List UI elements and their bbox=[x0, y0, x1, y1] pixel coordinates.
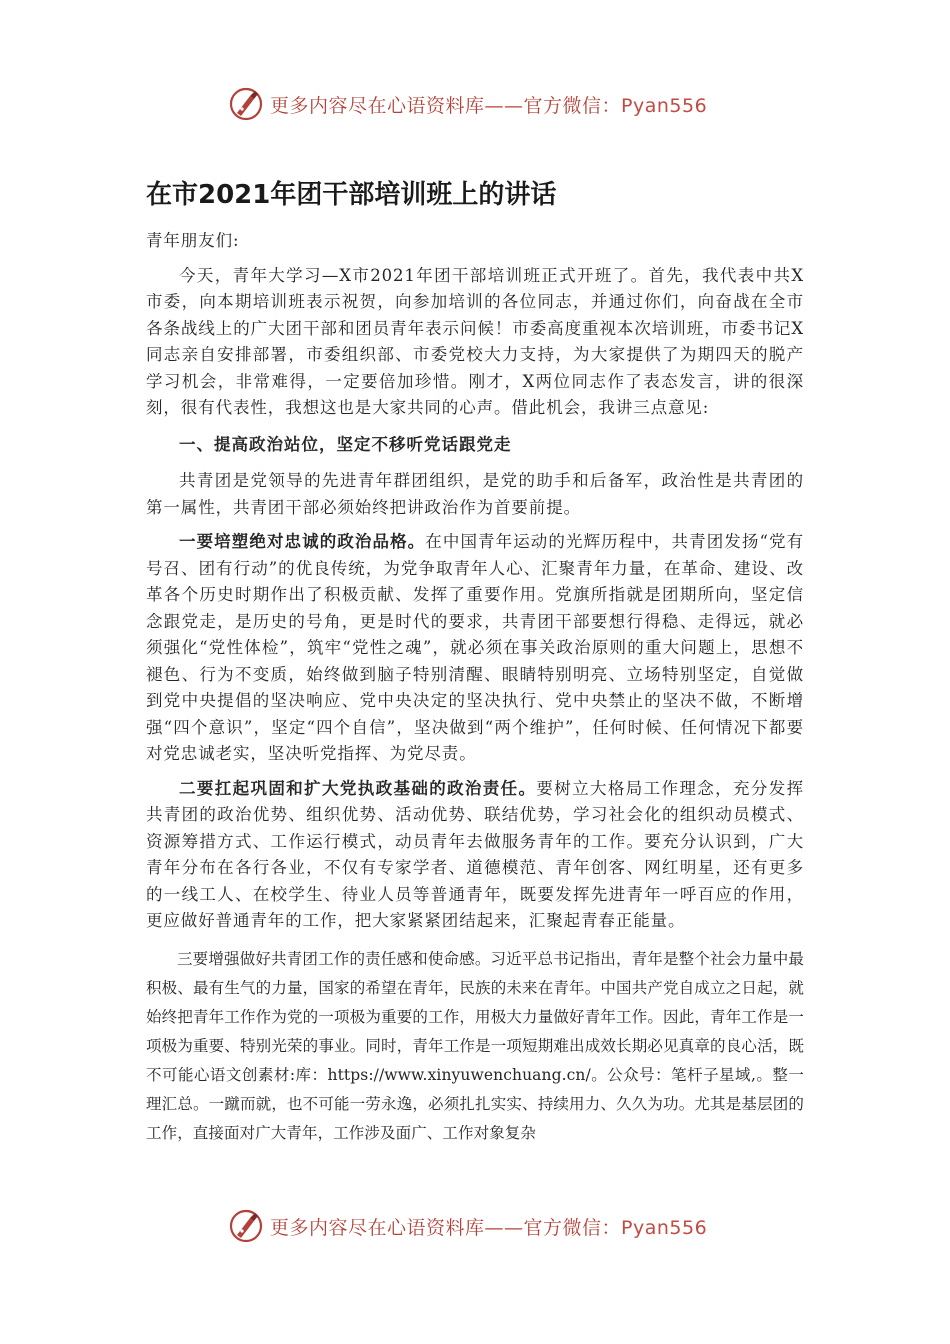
banner-main-text: 更多内容尽在心语资料库 bbox=[270, 94, 485, 117]
fountain-pen-icon bbox=[228, 86, 264, 122]
point-2-lead: 二要扛起巩固和扩大党执政基础的政治责任。 bbox=[179, 778, 537, 798]
point-3-paragraph: 三要增强做好共青团工作的责任感和使命感。习近平总书记指出，青年是整个社会力量中最积极、最有生气的力量，国家的希望在青年，民族的未来在青年。中国共产党自成立之日起，就始终把青年工作作为党的一项极为重要的工作，用极大力量做好青年工作。因此，青年工作是一项极为重要、特别光荣的事业。同时，青年工作是一项短期难出成效长期必见真章的良心活，既不可能心语文创素材:库：https://www.xinyuwenchuang.cn/。公众号：笔杆子星域,。整一理汇总。一蹴而就，也不可能一劳永逸，必须扎扎实实、持续用力、久久为功。尤其是基层团的工作，直接面对广大青年，工作涉及面广、工作对象复杂 bbox=[146, 949, 804, 1142]
banner-main-text: 更多内容尽在心语资料库 bbox=[270, 1216, 485, 1239]
point-1-lead: 一要培塑绝对忠诚的政治品格。 bbox=[179, 532, 426, 551]
intro-paragraph: 今天，青年大学习—X市2021年团干部培训班正式开班了。首先，我代表中共X市委，向本期培训班表示祝贺，向参加培训的各位同志，并通过你们，向奋战在全市各条战线上的广大团干部和团员青年表示问候！市委高度重视本次培训班，市委书记X同志亲自安排部署，市委组织部、市委党校大力支持，为大家提供了为期四天的脱产学习机会，非常难得，一定要倍加珍惜。刚才，X两位同志作了表态发言，讲的很深刻，很有代表性，我想这也是大家共同的心声。借此机会，我讲三点意见: bbox=[146, 265, 804, 417]
point-2-paragraph bbox=[146, 776, 804, 935]
banner-text bbox=[270, 91, 707, 118]
point-1-paragraph bbox=[146, 529, 804, 768]
salutation: 青年朋友们: bbox=[146, 231, 240, 250]
point-2-body: 要树立大格局工作理念，充分发挥共青团的政治优势、组织优势、活动优势、联结优势，学习社会化的组织动员模式、资源筹措方式、工作运行模式，动员青年去做服务青年的工作。要充分认识到，广大青年分布在各行各业，不仅有专家学者、道德模范、青年创客、网红明星，还有更多的一线工人、在校学生、待业人员等普通青年，既要发挥先进青年一呼百应的作用，更应做好普通青年的工作，把大家紧紧团结起来，汇聚起青春正能量。 bbox=[146, 778, 805, 930]
header-banner bbox=[228, 84, 748, 124]
banner-dash: —— bbox=[484, 94, 524, 117]
footer-banner bbox=[228, 1206, 748, 1246]
document-body bbox=[146, 228, 804, 1148]
banner-wechat-label: 官方微信： bbox=[523, 1216, 622, 1239]
section-heading-1: 一、提高政治站位，坚定不移听党话跟党走 bbox=[179, 434, 512, 454]
banner-wechat-id: Pyan556 bbox=[621, 1216, 708, 1239]
paragraph-1: 共青团是党领导的先进青年群团组织，是党的助手和后备军，政治性是共青团的第一属性，共青团干部必须始终把讲政治作为首要前提。 bbox=[146, 471, 804, 517]
banner-wechat-label: 官方微信： bbox=[523, 94, 622, 117]
banner-dash: —— bbox=[484, 1216, 524, 1239]
fountain-pen-icon bbox=[228, 1208, 264, 1244]
banner-text bbox=[270, 1213, 707, 1240]
banner-wechat-id: Pyan556 bbox=[621, 94, 708, 117]
document-title: 在市2021年团干部培训班上的讲话 bbox=[146, 180, 557, 210]
point-1-body: 在中国青年运动的光辉历程中，共青团发扬“党有号召、团有行动”的优良传统，为党争取青年人心、汇聚青年力量，在革命、建设、改革各个历史时期作出了积极贡献、发挥了重要作用。党旗所指就是团期所向，坚定信念跟党走，是历史的号角，更是时代的要求，共青团干部要想行得稳、走得远，就必须强化“党性体检”，筑牢“党性之魂”，就必须在事关政治原则的重大问题上，思想不褪色、行为不变质，始终做到脑子特别清醒、眼睛特别明亮、立场特别坚定，自觉做到党中央提倡的坚决响应、党中央决定的坚决执行、党中央禁止的坚决不做，不断增强“四个意识”，坚定“四个自信”，坚决做到“两个维护”，任何时候、任何情况下都要对党忠诚老实，坚决听党指挥、为党尽责。 bbox=[146, 532, 804, 763]
